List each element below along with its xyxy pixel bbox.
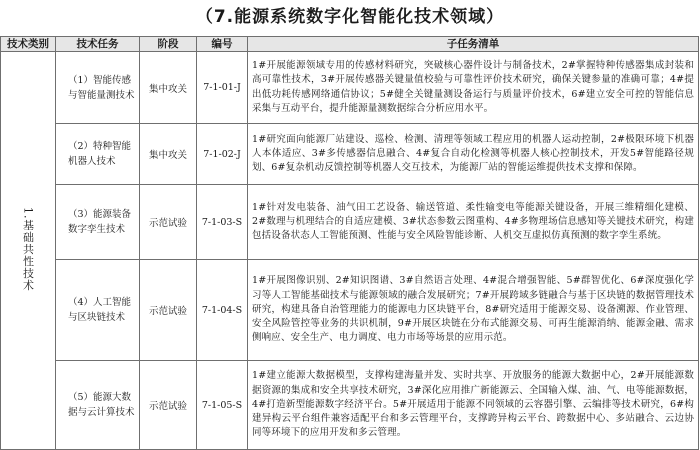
header-task: 技术任务 [56, 37, 140, 52]
code-cell: 7-1-05-S [197, 361, 248, 450]
task-name: （2）特种智能机器人技术 [56, 124, 140, 185]
header-category: 技术类别 [1, 37, 56, 52]
table-row [1, 185, 699, 260]
header-code: 编号 [197, 37, 248, 52]
task-name: （3）能源装备数字孪生技术 [56, 185, 140, 260]
header-phase: 阶段 [140, 37, 197, 52]
code-cell: 7-1-01-J [197, 52, 248, 124]
phase-cell: 示范试验 [140, 260, 197, 361]
code-cell: 7-1-04-S [197, 260, 248, 361]
category-cell [1, 52, 56, 450]
header-subtasks: 子任务清单 [248, 37, 699, 52]
code-cell: 7-1-03-S [197, 185, 248, 260]
table-row [1, 124, 699, 185]
phase-cell: 示范试验 [140, 361, 197, 450]
subtask-list: 1#针对发电装备、油气田工艺设备、输送管道、柔性输变电等能源关键设备，开展三维精细化建模、2#数理与机理结合的自适应建模、3#状态参数云图重构、4#多物理场信息感知等关键技术研究，构建包括设备状态人工智能预测、性能与安全风险智能诊断、人机交互虚拟仿真预测的数字孪生系统。 [248, 185, 699, 260]
task-name: （4）人工智能与区块链技术 [56, 260, 140, 361]
subtask-list: 1#开展图像识别、2#知识图谱、3#自然语言处理、4#混合增强智能、5#群智优化、6#深度强化学习等人工智能基础技术与能源领域的融合发展研究；7#开展跨域多链融合与基于区块链的数据管理技术研究，构建具备自治管理能力的能源电力区块链平台，8#研究适用于能源交易、设备溯源、作业管理、安全风险管控等业务的共识机制，9#开展区块链在分布式能源交易、可再生能源消纳、能源金融、需求侧响应、安全生产、电力调度、电力市场等场景的应用示范。 [248, 260, 699, 361]
phase-cell: 示范试验 [140, 185, 197, 260]
phase-cell: 集中攻关 [140, 52, 197, 124]
task-table [0, 36, 699, 450]
table-row [1, 260, 699, 361]
phase-cell: 集中攻关 [140, 124, 197, 185]
category-label: 1.基础共性技术 [21, 206, 35, 292]
code-cell: 7-1-02-J [197, 124, 248, 185]
subtask-list: 1#开展能源领域专用的传感材料研究，突破核心器件设计与制备技术，2#掌握特种传感器集成封装和高可靠性技术，3#开展传感器关键量值校验与可靠性评价技术研究，确保关键参量的准确可靠；4#提出低功耗传感网络通信协议；5#健全关键量测设备运行与质量评价技术，6#建立安全可控的智能信息采集与互动平台，提升能源量测数据综合分析应用水平。 [248, 52, 699, 124]
header-row [1, 37, 699, 52]
table-row [1, 52, 699, 124]
subtask-list: 1#建立能源大数据模型，支撑构建海量并发、实时共享、开放服务的能源大数据中心，2#开展能源数据资源的集成和安全共享技术研究，3#深化应用推广新能源云、全国输入煤、油、气、电等能源数据，4#打造新型能源数字经济平台。5#开展适用于能源不同领域的云容器引擎、云编排等技术研究，6#构建异构云平台组件兼容适配平台和多云管理平台，支撑跨异构云平台、跨数据中心、多站融合、云边协同等环境下的应用开发和多云管理。 [248, 361, 699, 450]
task-name: （1）智能传感与智能量测技术 [56, 52, 140, 124]
document-title: （7.能源系统数字化智能化技术领域） [195, 7, 505, 27]
table-row [1, 361, 699, 450]
subtask-list: 1#研究面向能源厂站建设、巡检、检测、清理等领域工程应用的机器人运动控制，2#极限环境下机器人本体适应、3#多传感器信息融合、4#复合自动化检测等机器人核心控制技术，开发5#智能路径规划、6#复杂机动反馈控制等机器人交互技术，为能源厂站的智能运维提供技术支撑和保障。 [248, 124, 699, 185]
task-name: （5）能源大数据与云计算技术 [56, 361, 140, 450]
